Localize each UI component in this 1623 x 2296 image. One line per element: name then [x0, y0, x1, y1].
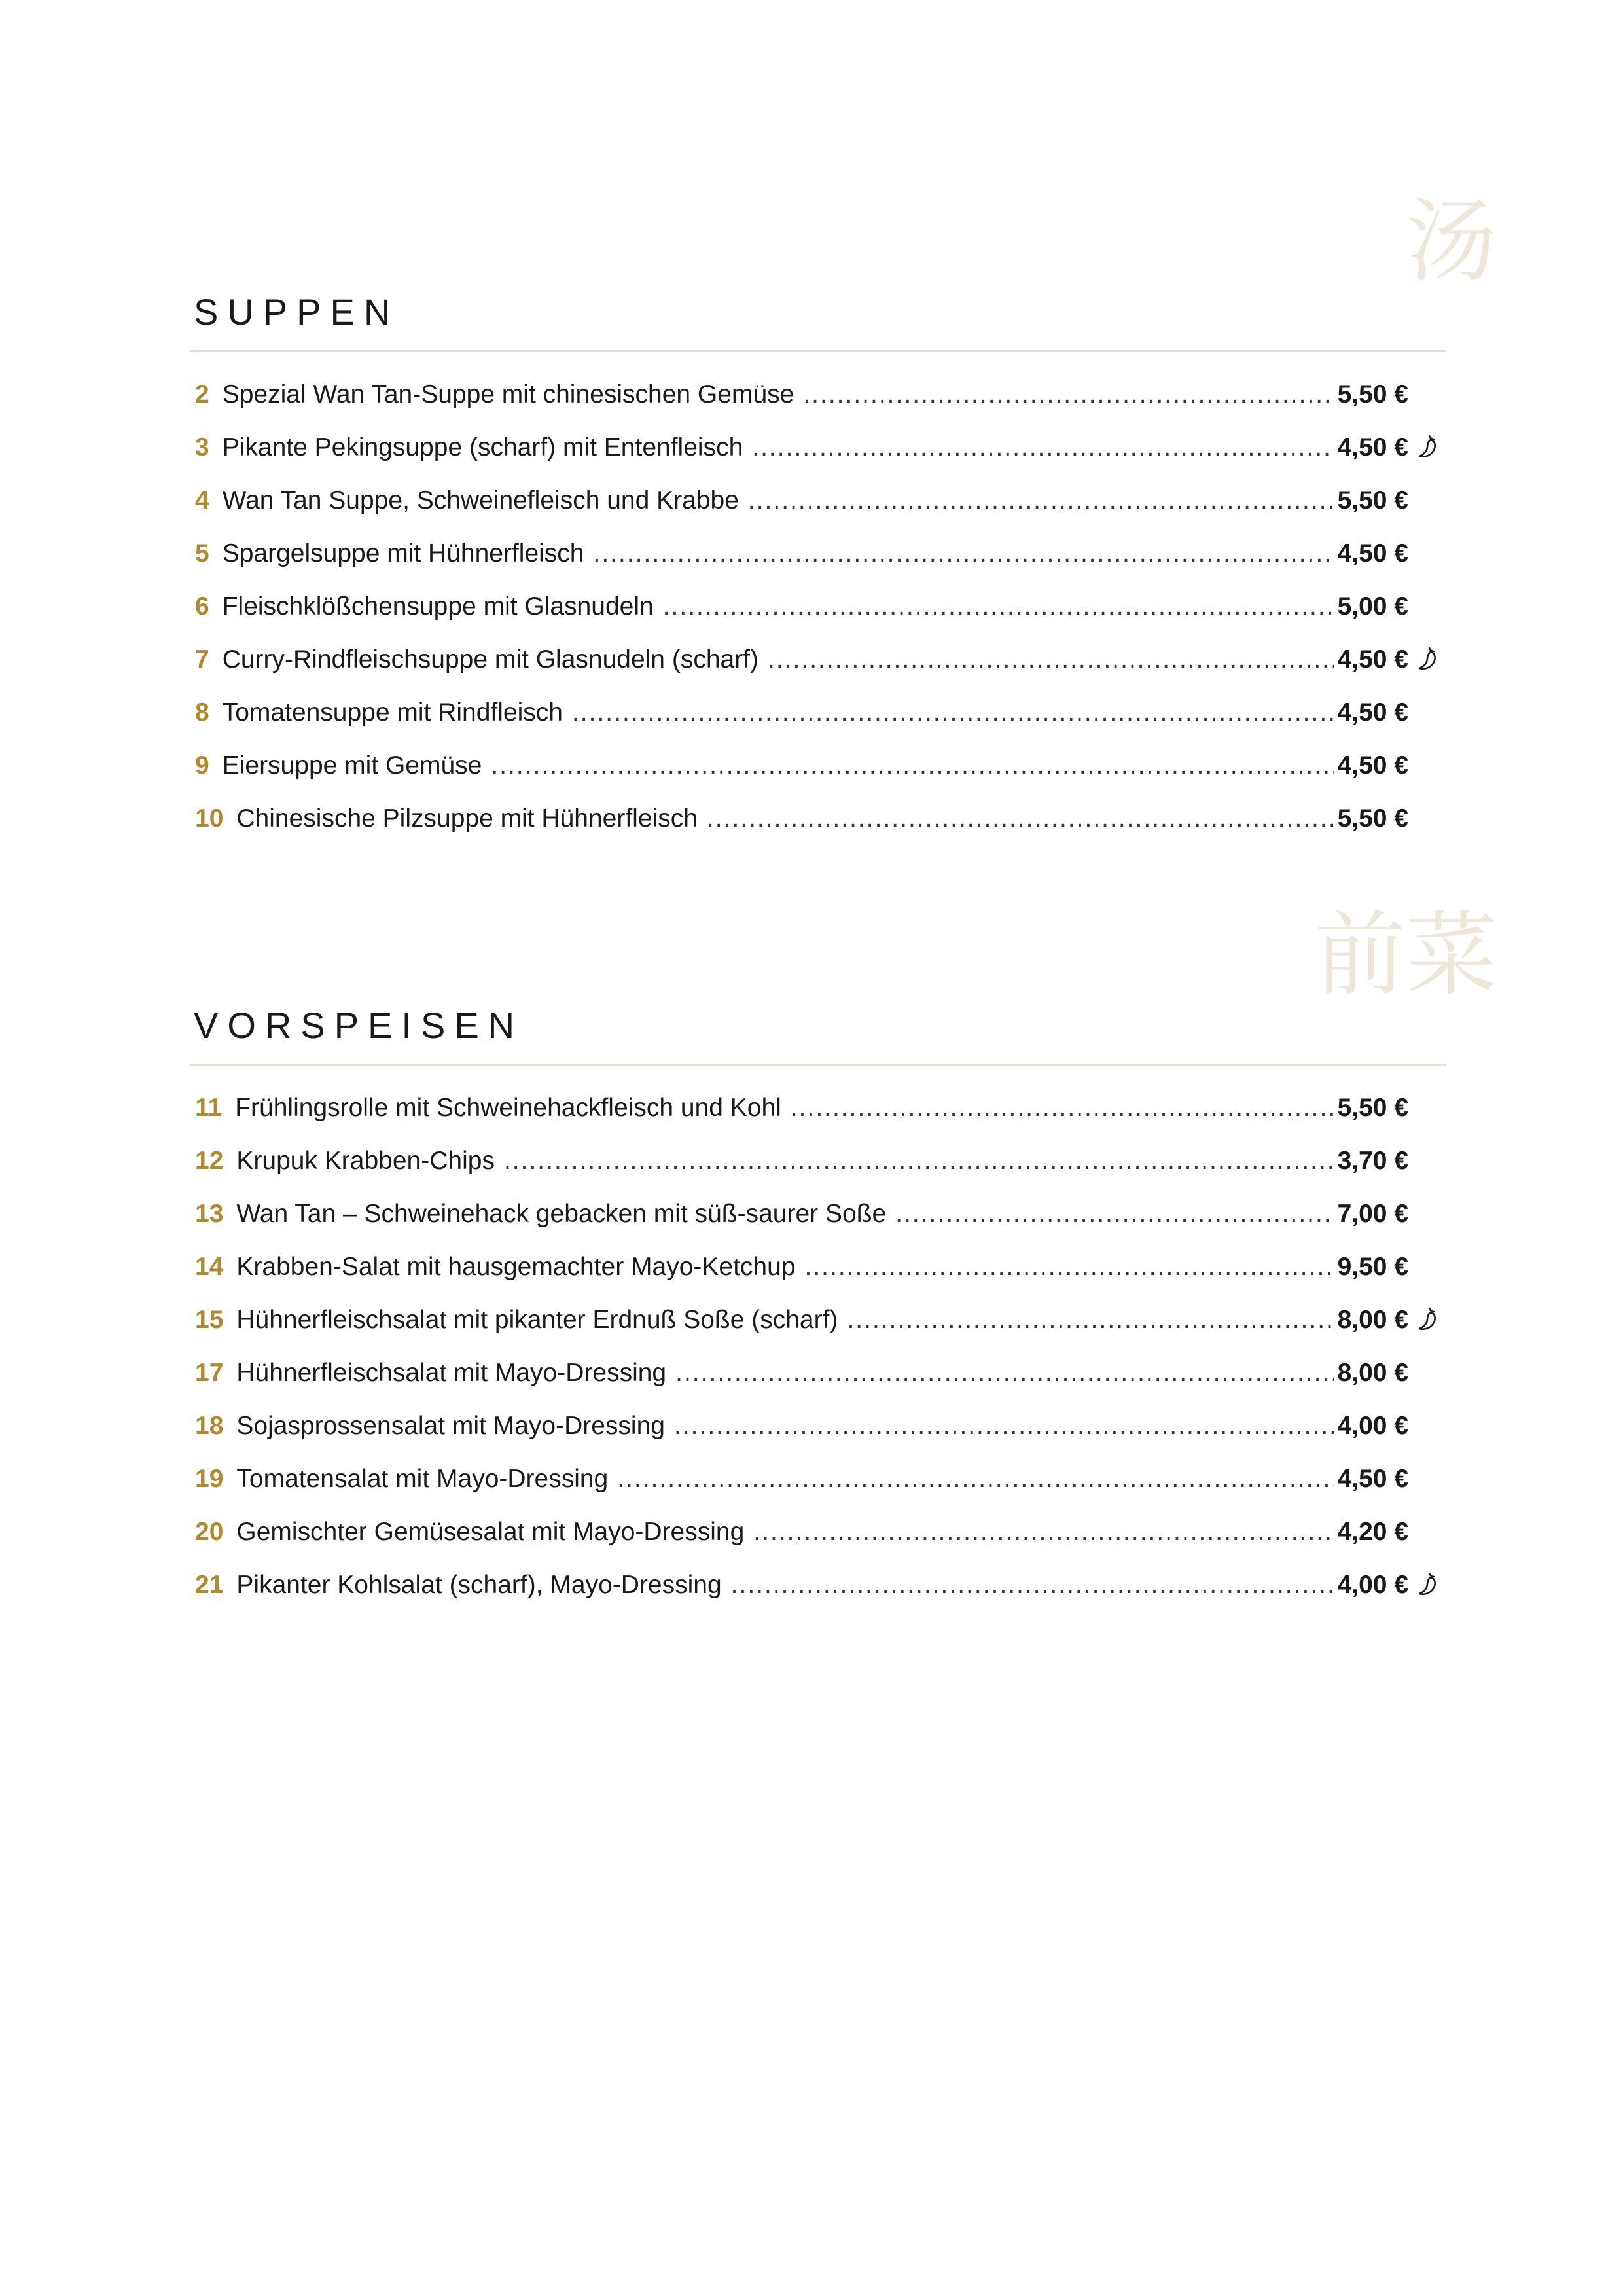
- menu-item: [190, 739, 1446, 792]
- menu-item: [190, 1558, 1446, 1611]
- item-name: Spargelsuppe mit Hühnerfleisch: [222, 539, 584, 567]
- dot-leader: [674, 1399, 1334, 1452]
- item-name: Tomatensuppe mit Rindfleisch: [222, 698, 563, 726]
- item-name: Pikanter Kohlsalat (scharf), Mayo-Dressing: [236, 1571, 722, 1599]
- dot-leader: [791, 1081, 1334, 1134]
- dot-leader: [768, 633, 1334, 686]
- chili-pepper-icon: [1416, 1306, 1438, 1334]
- item-name: Wan Tan Suppe, Schweinefleisch und Krabbe: [222, 486, 739, 514]
- chili-pepper-icon: [1416, 1571, 1438, 1599]
- dot-leader: [617, 1452, 1333, 1505]
- dot-leader: [663, 580, 1334, 633]
- item-price: 4,50 €: [1337, 433, 1408, 461]
- item-price: 4,20 €: [1337, 1518, 1408, 1546]
- item-name: Fleischklößchensuppe mit Glasnudeln: [222, 592, 654, 620]
- item-number: 21: [195, 1571, 224, 1599]
- section-chinese-glyph: 汤: [1405, 188, 1497, 295]
- item-price: 3,70 €: [1337, 1147, 1408, 1175]
- item-name: Hühnerfleischsalat mit pikanter Erdnuß Soße (scharf): [236, 1306, 838, 1334]
- item-number: 18: [195, 1412, 224, 1440]
- item-number: 8: [195, 698, 209, 726]
- item-name: Krabben-Salat mit hausgemachter Mayo-Ketchup: [236, 1253, 796, 1281]
- menu-item: [190, 1081, 1446, 1134]
- menu-item: [190, 421, 1446, 474]
- menu-item: [190, 1452, 1446, 1505]
- item-price: 5,00 €: [1337, 592, 1408, 620]
- item-number: 20: [195, 1518, 224, 1546]
- menu-item: [190, 1346, 1446, 1399]
- item-price: 5,50 €: [1337, 804, 1408, 833]
- dot-leader: [707, 792, 1334, 845]
- item-name: Tomatensalat mit Mayo-Dressing: [236, 1465, 609, 1493]
- menu-item: [190, 368, 1446, 421]
- item-spicy-slot: [1408, 633, 1446, 686]
- item-price: 4,50 €: [1337, 1465, 1408, 1493]
- item-name: Curry-Rindfleischsuppe mit Glasnudeln (scharf): [222, 645, 759, 673]
- item-name: Krupuk Krabben-Chips: [236, 1147, 495, 1175]
- item-price: 4,50 €: [1337, 698, 1408, 726]
- menu-item: [190, 1505, 1446, 1558]
- item-name: Chinesische Pilzsuppe mit Hühnerfleisch: [236, 804, 698, 833]
- item-price: 4,00 €: [1337, 1571, 1408, 1599]
- item-number: 9: [195, 751, 209, 780]
- item-number: 11: [195, 1094, 223, 1122]
- item-spicy-slot: [1408, 421, 1446, 474]
- section-header: [190, 188, 1497, 352]
- dot-leader: [594, 527, 1334, 580]
- menu-item: [190, 1187, 1446, 1240]
- menu-list: [190, 368, 1446, 845]
- item-price: 4,50 €: [1337, 539, 1408, 567]
- menu-item: [190, 633, 1446, 686]
- section-suppen: [190, 188, 1497, 845]
- dot-leader: [748, 474, 1334, 527]
- item-name: Spezial Wan Tan-Suppe mit chinesischen Gemüse: [222, 380, 794, 408]
- item-number: 7: [195, 645, 209, 673]
- dot-leader: [572, 686, 1334, 739]
- menu-item: [190, 686, 1446, 739]
- item-number: 19: [195, 1465, 224, 1493]
- item-number: 14: [195, 1253, 224, 1281]
- item-number: 10: [195, 804, 224, 833]
- item-price: 4,00 €: [1337, 1412, 1408, 1440]
- dot-leader: [803, 368, 1333, 421]
- item-price: 7,00 €: [1337, 1200, 1408, 1228]
- section-title: SUPPEN: [194, 291, 400, 333]
- menu-item: [190, 1293, 1446, 1346]
- menu-list: [190, 1081, 1446, 1611]
- dot-leader: [895, 1187, 1333, 1240]
- menu-item: [190, 474, 1446, 527]
- dot-leader: [731, 1558, 1334, 1611]
- section-divider: [190, 1064, 1446, 1066]
- item-number: 5: [195, 539, 209, 567]
- item-name: Eiersuppe mit Gemüse: [222, 751, 482, 780]
- menu-item: [190, 1240, 1446, 1293]
- item-spicy-slot: [1408, 1293, 1446, 1346]
- item-number: 4: [195, 486, 209, 514]
- item-number: 17: [195, 1359, 224, 1387]
- item-price: 4,50 €: [1337, 645, 1408, 673]
- item-price: 5,50 €: [1337, 380, 1408, 408]
- section-chinese-glyph: 前菜: [1313, 902, 1497, 1009]
- menu-item: [190, 527, 1446, 580]
- item-name: Gemischter Gemüsesalat mit Mayo-Dressing: [236, 1518, 745, 1546]
- item-number: 6: [195, 592, 209, 620]
- dot-leader: [491, 739, 1333, 792]
- item-number: 3: [195, 433, 209, 461]
- item-number: 13: [195, 1200, 224, 1228]
- item-name: Frühlingsrolle mit Schweinehackfleisch und Kohl: [235, 1094, 781, 1122]
- item-price: 5,50 €: [1337, 486, 1408, 514]
- dot-leader: [753, 1505, 1333, 1558]
- section-header: [190, 902, 1497, 1066]
- menu-item: [190, 1399, 1446, 1452]
- menu-item: [190, 792, 1446, 845]
- item-price: 8,00 €: [1337, 1306, 1408, 1334]
- item-price: 9,50 €: [1337, 1253, 1408, 1281]
- item-name: Hühnerfleischsalat mit Mayo-Dressing: [236, 1359, 667, 1387]
- dot-leader: [504, 1134, 1334, 1187]
- dot-leader: [805, 1240, 1334, 1293]
- item-price: 4,50 €: [1337, 751, 1408, 780]
- item-spicy-slot: [1408, 1558, 1446, 1611]
- section-divider: [190, 350, 1446, 352]
- item-number: 2: [195, 380, 209, 408]
- chili-pepper-icon: [1416, 645, 1438, 673]
- chili-pepper-icon: [1416, 433, 1438, 461]
- dot-leader: [675, 1346, 1333, 1399]
- item-name: Wan Tan – Schweinehack gebacken mit süß-saurer Soße: [236, 1200, 887, 1228]
- dot-leader: [752, 421, 1333, 474]
- item-price: 5,50 €: [1337, 1094, 1408, 1122]
- item-name: Pikante Pekingsuppe (scharf) mit Entenfleisch: [222, 433, 743, 461]
- menu-item: [190, 580, 1446, 633]
- item-name: Sojasprossensalat mit Mayo-Dressing: [236, 1412, 665, 1440]
- item-number: 15: [195, 1306, 224, 1334]
- menu-item: [190, 1134, 1446, 1187]
- item-price: 8,00 €: [1337, 1359, 1408, 1387]
- section-title: VORSPEISEN: [194, 1005, 524, 1047]
- section-vorspeisen: [190, 902, 1497, 1611]
- dot-leader: [847, 1293, 1333, 1346]
- item-number: 12: [195, 1147, 224, 1175]
